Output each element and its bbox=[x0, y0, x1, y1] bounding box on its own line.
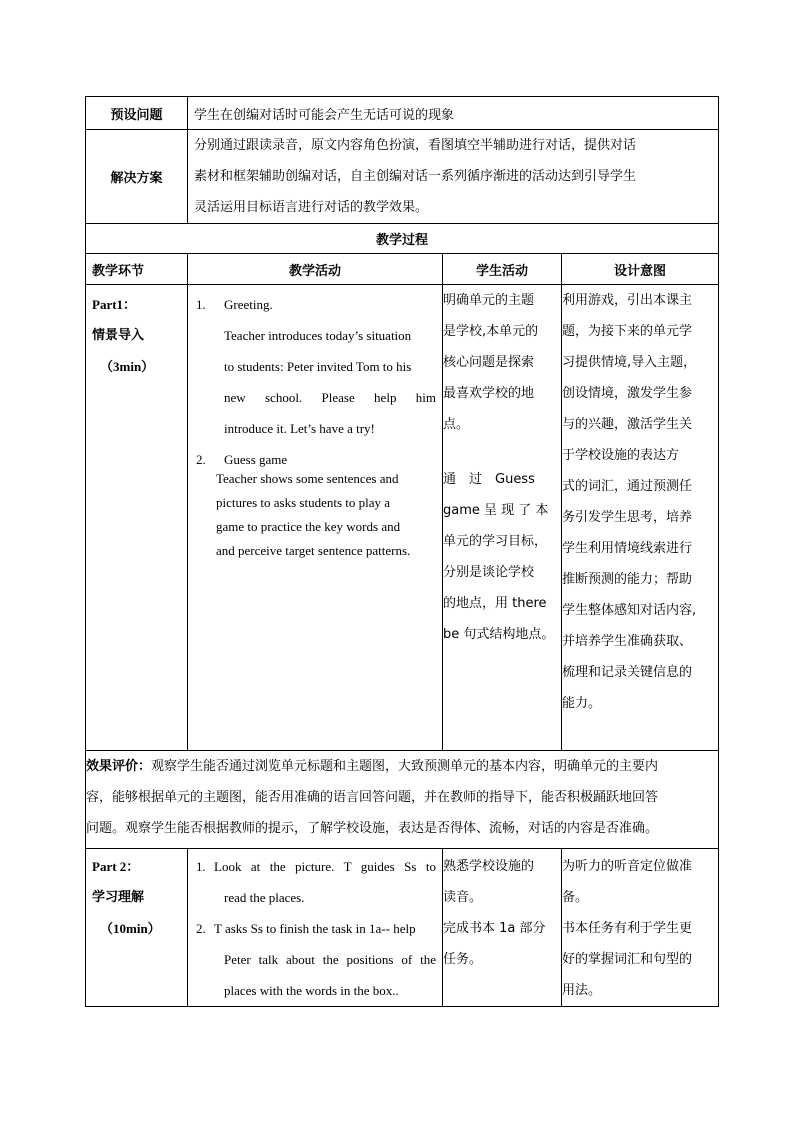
part2-row bbox=[86, 849, 719, 1007]
part1-duration: （3min） bbox=[100, 359, 155, 374]
design-line: 于学校设施的表达方 bbox=[562, 448, 680, 463]
student-line: 读音。 bbox=[443, 890, 483, 905]
student-line: 点。 bbox=[443, 417, 470, 432]
student-line: 最喜欢学校的地 bbox=[443, 386, 535, 401]
activity-number: 2. bbox=[196, 921, 206, 936]
design-line: 创设情境，激发学生参 bbox=[562, 386, 693, 401]
part2-student-activity bbox=[443, 849, 562, 1007]
student-line: 单元的学习目标， bbox=[443, 534, 548, 549]
evaluation-label: 效果评价： bbox=[86, 759, 152, 774]
evaluation-line: 问题。观察学生能否根据教师的提示，了解学校设施，表达是否得体、流畅，对话的内容是否准确。 bbox=[86, 821, 659, 836]
activity-title: Greeting. bbox=[224, 297, 273, 312]
activity-title: Guess game bbox=[224, 452, 288, 467]
process-title-row bbox=[86, 224, 719, 254]
activity-item bbox=[188, 913, 436, 1006]
student-line: 核心问题是探索 bbox=[443, 355, 535, 370]
design-line: 与的兴趣，激活学生关 bbox=[562, 417, 693, 432]
header-row bbox=[86, 254, 719, 285]
activity-line: and perceive target sentence patterns. bbox=[216, 543, 411, 558]
evaluation-line bbox=[86, 751, 718, 782]
design-line: 为听力的听音定位做准 bbox=[562, 859, 693, 874]
activity-line: to students: Peter invited Tom to his bbox=[224, 359, 412, 374]
header-design: 设计意图 bbox=[562, 254, 719, 285]
part2-activities bbox=[188, 849, 443, 1007]
activity-line: introduce it. Let’s have a try! bbox=[224, 421, 375, 436]
evaluation-line: 容，能够根据单元的主题图，能否用准确的语言回答问题，并在教师的指导下，能否积极踊跃地回答 bbox=[86, 790, 659, 805]
design-line: 学生利用情境线索进行 bbox=[562, 541, 693, 556]
student-line: be 句式结构地点。 bbox=[443, 627, 555, 642]
design-line: 书本任务有利于学生更 bbox=[562, 921, 693, 936]
part1-stage bbox=[86, 285, 188, 751]
part2-design-intent bbox=[562, 849, 719, 1007]
design-line: 推断预测的能力；帮助 bbox=[562, 572, 693, 587]
activity-line: read the places. bbox=[224, 890, 305, 905]
solution-text bbox=[188, 130, 719, 224]
part1-subtitle: 情景导入 bbox=[92, 328, 145, 343]
activity-line: pictures to asks students to play a bbox=[216, 495, 391, 510]
student-line: 通 过 Guess bbox=[443, 472, 535, 487]
solution-line: 分别通过跟读录音，原文内容角色扮演，看图填空半辅助进行对话，提供对话 bbox=[194, 138, 637, 153]
part1-row bbox=[86, 285, 719, 751]
student-line: 的地点，用 there bbox=[443, 596, 547, 611]
design-line: 利用游戏，引出本课主 bbox=[562, 293, 693, 308]
guess-game-description bbox=[188, 467, 436, 563]
part1-title: Part1： bbox=[92, 297, 137, 312]
student-line: 分别是谈论学校 bbox=[443, 565, 535, 580]
student-line: game 呈 现 了 本 bbox=[443, 503, 549, 518]
design-line: 并培养学生准确获取、 bbox=[562, 634, 693, 649]
part1-activities bbox=[188, 285, 443, 751]
solution-label: 解决方案 bbox=[86, 130, 188, 224]
activity-number: 1. bbox=[196, 859, 206, 874]
design-line: 式的词汇，通过预测任 bbox=[562, 479, 693, 494]
activity-line: places with the words in the box.. bbox=[224, 983, 399, 998]
solution-line: 灵活运用目标语言进行对话的教学效果。 bbox=[194, 200, 429, 215]
design-line: 梳理和记录关键信息的 bbox=[562, 665, 693, 680]
activity-item bbox=[188, 851, 436, 913]
activity-line: new school. Please help him bbox=[224, 390, 436, 405]
design-line: 好的掌握词汇和句型的 bbox=[562, 952, 693, 967]
design-line: 题，为接下来的单元学 bbox=[562, 324, 693, 339]
design-line: 用法。 bbox=[562, 983, 602, 998]
part2-subtitle: 学习理解 bbox=[92, 890, 145, 905]
student-line: 明确单元的主题 bbox=[443, 293, 535, 308]
design-line: 学生整体感知对话内容, bbox=[562, 603, 697, 618]
solution-line: 素材和框架辅助创编对话，自主创编对话一系列循序渐进的活动达到引导学生 bbox=[194, 169, 637, 184]
header-teacher: 教学活动 bbox=[188, 254, 443, 285]
design-line: 能力。 bbox=[562, 696, 602, 711]
evaluation-text: 观察学生能否通过浏览单元标题和主题图，大致预测单元的基本内容，明确单元的主要内 bbox=[151, 759, 659, 774]
activity-number: 1. bbox=[196, 297, 206, 312]
activity-line: game to practice the key words and bbox=[216, 519, 401, 534]
activity-line: Look at the picture. T guides Ss to bbox=[214, 859, 436, 874]
problem-row bbox=[86, 97, 719, 130]
design-line: 习提供情境,导入主题， bbox=[562, 355, 697, 370]
part2-stage bbox=[86, 849, 188, 1007]
evaluation-cell bbox=[86, 751, 719, 849]
activity-line: Teacher shows some sentences and bbox=[216, 471, 399, 486]
problem-text: 学生在创编对话时可能会产生无话可说的现象 bbox=[188, 97, 719, 130]
header-student: 学生活动 bbox=[443, 254, 562, 285]
activity-line: Peter talk about the positions of the bbox=[224, 952, 436, 967]
problem-label: 预设问题 bbox=[86, 97, 188, 130]
header-stage: 教学环节 bbox=[86, 254, 188, 285]
activity-line: Teacher introduces today’s situation bbox=[224, 328, 412, 343]
student-line: 完成书本 1a 部分 bbox=[443, 921, 546, 936]
lesson-plan-table bbox=[85, 96, 719, 1007]
activity-item bbox=[188, 289, 436, 444]
activity-item bbox=[188, 444, 436, 475]
student-line: 是学校,本单元的 bbox=[443, 324, 539, 339]
design-line: 务引发学生思考，培养 bbox=[562, 510, 693, 525]
student-line: 任务。 bbox=[443, 952, 483, 967]
activity-line: T asks Ss to finish the task in 1a-- help bbox=[214, 921, 416, 936]
student-line: 熟悉学校设施的 bbox=[443, 859, 535, 874]
activity-number: 2. bbox=[196, 452, 206, 467]
process-title: 教学过程 bbox=[86, 224, 719, 254]
part1-design-intent bbox=[562, 285, 719, 751]
design-line: 备。 bbox=[562, 890, 589, 905]
part2-duration: （10min） bbox=[100, 921, 161, 936]
evaluation-row bbox=[86, 751, 719, 849]
part2-title: Part 2： bbox=[92, 859, 140, 874]
part1-student-activity bbox=[443, 285, 562, 751]
solution-row bbox=[86, 130, 719, 224]
